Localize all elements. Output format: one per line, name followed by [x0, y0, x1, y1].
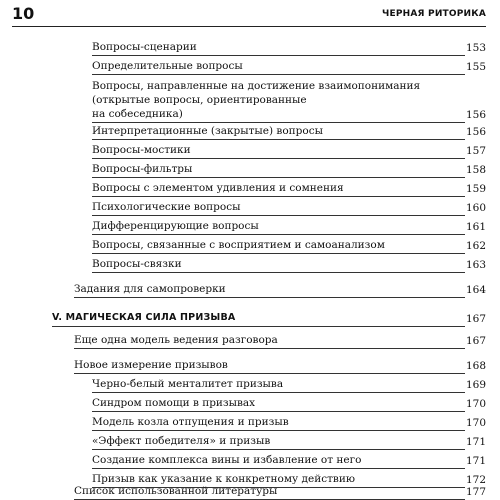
toc-entry[interactable]	[92, 59, 486, 75]
toc-entry-page: 164	[465, 284, 486, 296]
running-header	[12, 4, 486, 27]
toc-entry-page: 167	[465, 335, 486, 347]
toc-entry[interactable]	[92, 434, 486, 450]
toc-entry-label: Вопросы-сценарии	[92, 41, 197, 53]
toc-entry-label: Модель козла отпущения и призыв	[92, 416, 289, 428]
toc-entry-page: 177	[465, 486, 486, 498]
toc-entry-page: 168	[465, 360, 486, 372]
toc-entry-label: Синдром помощи в призывах	[92, 397, 256, 409]
toc-entry[interactable]	[92, 219, 486, 235]
toc-entry-label: Еще одна модель ведения разговора	[74, 334, 278, 346]
toc-chapter-heading[interactable]	[52, 311, 486, 327]
toc-entry-page: 163	[465, 259, 486, 271]
toc-entry[interactable]	[92, 79, 486, 123]
toc-entry-page: 159	[465, 183, 486, 195]
toc-entry[interactable]	[74, 333, 486, 349]
toc-entry-page: 160	[465, 202, 486, 214]
toc-entry[interactable]	[92, 377, 486, 393]
toc-entry[interactable]	[74, 358, 486, 374]
toc-entry-label: Вопросы, направленные на достижение взаимопонимания (открытые вопросы, ориентированные на собеседника)	[92, 80, 421, 120]
page-number: 10	[12, 4, 35, 23]
toc-entry[interactable]	[92, 124, 486, 140]
toc-entry-label: Определительные вопросы	[92, 60, 243, 72]
toc-entry[interactable]	[92, 40, 486, 56]
toc-entry-page: 167	[465, 313, 486, 325]
toc-entry-page: 170	[465, 398, 486, 410]
toc-entry[interactable]	[74, 282, 486, 298]
toc-entry-label: «Эффект победителя» и призыв	[92, 435, 271, 447]
toc-entry-page: 171	[465, 455, 486, 467]
toc-entry-label: Дифференцирующие вопросы	[92, 220, 259, 232]
toc-entry-page: 170	[465, 417, 486, 429]
toc-entry[interactable]	[92, 181, 486, 197]
toc-entry-label: Черно-белый менталитет призыва	[92, 378, 284, 390]
toc-entry-label: Вопросы с элементом удивления и сомнения	[92, 182, 344, 194]
toc-entry-page: 157	[465, 145, 486, 157]
toc-entry[interactable]	[92, 238, 486, 254]
toc-entry-label: Вопросы-связки	[92, 258, 182, 270]
toc-entry-page: 156	[465, 109, 486, 121]
toc-entry-label: Задания для самопроверки	[74, 283, 226, 295]
toc-entry-page: 171	[465, 436, 486, 448]
toc-entry[interactable]	[92, 143, 486, 159]
toc-entry-label: Вопросы-фильтры	[92, 163, 193, 175]
toc-entry[interactable]	[92, 453, 486, 469]
toc-entry-label: Создание комплекса вины и избавление от него	[92, 454, 362, 466]
toc-entry[interactable]	[92, 200, 486, 216]
toc-entry-label: V. МАГИЧЕСКАЯ СИЛА ПРИЗЫВА	[52, 312, 236, 323]
toc-entry-page: 153	[465, 42, 486, 54]
toc-entry[interactable]	[92, 257, 486, 273]
toc-entry-page: 172	[465, 474, 486, 486]
toc-entry-page: 161	[465, 221, 486, 233]
toc-entry-label: Новое измерение призывов	[74, 359, 228, 371]
toc-entry-page: 155	[465, 61, 486, 73]
toc-entry[interactable]	[92, 396, 486, 412]
toc-entry-label: Список использованной литературы	[74, 485, 278, 497]
toc-entry[interactable]	[92, 415, 486, 431]
toc-entry[interactable]	[92, 162, 486, 178]
toc-entry-label: Интерпретационные (закрытые) вопросы	[92, 125, 323, 137]
toc-entry-page: 158	[465, 164, 486, 176]
toc-entry-label: Вопросы, связанные с восприятием и самоанализом	[92, 239, 385, 251]
toc-entry[interactable]	[74, 484, 486, 500]
toc-entry-label: Вопросы-мостики	[92, 144, 191, 156]
book-title: ЧЕРНАЯ РИТОРИКА	[382, 9, 486, 19]
toc-entry-page: 169	[465, 379, 486, 391]
toc-entry-label: Призыв как указание к конкретному действию	[92, 473, 355, 485]
toc-entry-label: Психологические вопросы	[92, 201, 241, 213]
toc-entry-page: 162	[465, 240, 486, 252]
toc-entry-page: 156	[465, 126, 486, 138]
